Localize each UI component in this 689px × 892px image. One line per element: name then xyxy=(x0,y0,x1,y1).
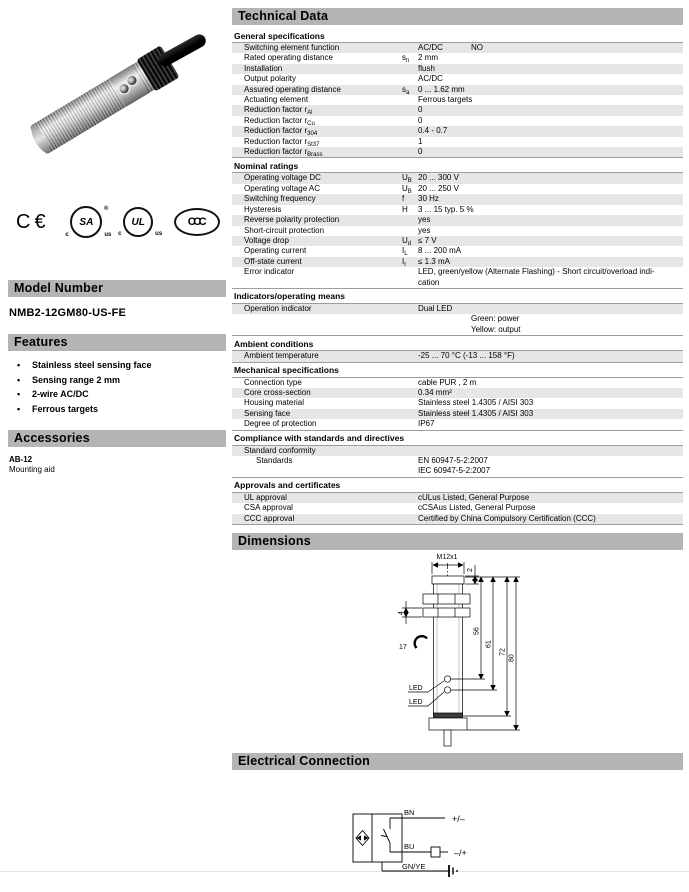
spec-symbol xyxy=(402,419,418,429)
spec-value: Green: power xyxy=(471,314,520,324)
spec-value: 1 xyxy=(418,136,423,146)
spec-label: Reduction factor $r_{Brass}$ xyxy=(244,147,323,159)
spec-value: Certified by China Compulsory Certification (CCC) xyxy=(418,513,596,523)
spec-label: Actuating element xyxy=(244,95,309,105)
spec-value: EN 60947-5-2:2007 IEC 60947-5-2:2007 xyxy=(418,456,491,476)
spec-label: Voltage drop xyxy=(244,235,289,245)
spec-row xyxy=(232,456,683,477)
spec-row xyxy=(232,246,683,256)
spec-value: AC/DC xyxy=(418,74,443,84)
spec-symbol xyxy=(402,314,418,324)
technical-data-header: Technical Data xyxy=(232,8,683,25)
spec-symbol xyxy=(402,126,418,136)
spec-value: 0.34 mm² xyxy=(418,387,452,397)
spec-label: Standard conformity xyxy=(244,445,316,455)
spec-value: ≤ 1.3 mA xyxy=(418,256,450,266)
spec-value: 30 Hz xyxy=(418,194,439,204)
wrench-size-label: 17 xyxy=(399,644,407,652)
spec-value: Dual LED xyxy=(418,303,453,313)
spec-label: UL approval xyxy=(244,492,287,502)
spec-row xyxy=(232,194,683,204)
sensor-tip xyxy=(28,124,53,155)
ul-logo: UL c us xyxy=(123,207,153,237)
spec-row xyxy=(232,205,683,215)
spec-label xyxy=(232,314,402,324)
spec-row xyxy=(232,325,683,335)
spec-row xyxy=(232,105,683,115)
left-column xyxy=(8,8,226,474)
terminal-minus-label: –/+ xyxy=(454,848,467,859)
spec-symbol xyxy=(402,105,418,115)
spec-value: Stainless steel 1.4305 / AISI 303 xyxy=(418,408,534,418)
spec-value: cCSAus Listed, General Purpose xyxy=(418,503,536,513)
spec-symbol xyxy=(402,64,418,74)
spec-section xyxy=(232,336,683,362)
spec-value: 0 ... 1.62 mm xyxy=(418,84,465,94)
spec-row xyxy=(232,95,683,105)
spec-label: Core cross-section xyxy=(244,387,311,397)
spec-value: yes xyxy=(418,215,431,225)
spec-value: -25 ... 70 °C (-13 ... 158 °F) xyxy=(418,351,515,361)
spec-symbol xyxy=(402,267,418,288)
spec-value: 3 ... 15 typ. 5 % xyxy=(418,204,474,214)
spec-symbol: f xyxy=(402,194,405,204)
spec-value: 0 xyxy=(418,115,423,125)
spec-value: ≤ 7 V xyxy=(418,235,437,245)
spec-symbol xyxy=(402,43,418,53)
spec-row xyxy=(232,215,683,225)
spec-row xyxy=(232,378,683,388)
spec-value xyxy=(418,446,683,456)
spec-label: CCC approval xyxy=(244,513,295,523)
features-list xyxy=(8,358,226,416)
sensor-led-window xyxy=(126,74,138,86)
spec-row xyxy=(232,388,683,398)
spec-label: Assured operating distance xyxy=(244,84,341,94)
spec-symbol xyxy=(402,398,418,408)
features-header: Features xyxy=(8,334,226,351)
spec-row xyxy=(232,184,683,194)
spec-row xyxy=(232,446,683,456)
spec-value: 8 ... 200 mA xyxy=(418,246,462,256)
spec-section xyxy=(232,28,683,158)
spec-symbol: $s_n$ xyxy=(402,53,410,65)
sensing-face-cap xyxy=(432,576,464,584)
spec-label: Operation indicator xyxy=(244,303,312,313)
spec-label: Switching frequency xyxy=(244,194,316,204)
spec-label: Switching element function xyxy=(244,43,340,52)
spec-value: IP67 xyxy=(418,419,435,429)
spec-row xyxy=(232,116,683,126)
wrench-icon xyxy=(415,636,427,648)
spec-symbol: $I_r$ xyxy=(402,256,407,268)
spec-row xyxy=(232,409,683,419)
spec-symbol xyxy=(402,304,418,314)
spec-label xyxy=(232,325,402,335)
feature-item: • Stainless steel sensing face xyxy=(17,360,152,370)
spec-row xyxy=(232,43,683,53)
dim-61-label: 61 xyxy=(485,640,493,649)
dimensions-header: Dimensions xyxy=(232,533,683,550)
spec-section xyxy=(232,363,683,431)
spec-row xyxy=(232,493,683,503)
led-label-2: LED xyxy=(409,699,423,707)
dim-4-label: 4 xyxy=(398,611,405,616)
gnye-wire-label: GN/YE xyxy=(402,862,426,872)
bn-wire-label: BN xyxy=(404,808,415,818)
spec-symbol xyxy=(402,325,418,335)
spec-label: Off-state current xyxy=(244,256,302,266)
spec-row xyxy=(232,398,683,408)
feature-item: • Sensing range 2 mm xyxy=(17,374,121,385)
spec-section xyxy=(232,158,683,288)
spec-value: 0.4 - 0.7 xyxy=(418,126,448,136)
spec-row xyxy=(232,304,683,314)
cable-stub xyxy=(444,730,451,746)
spec-row xyxy=(232,137,683,147)
spec-label: Degree of protection xyxy=(244,419,317,429)
spec-label: Reduction factor $r_{Al}$ xyxy=(244,105,313,117)
spec-section-title: Indicators/operating means xyxy=(232,289,683,304)
spec-label: Operating voltage AC xyxy=(244,183,321,193)
spec-symbol xyxy=(402,226,418,236)
spec-value: Ferrous targets xyxy=(418,95,473,105)
spec-symbol xyxy=(402,147,418,157)
spec-label: Reduction factor $r_{304}$ xyxy=(244,126,318,138)
spec-symbol: $U_B$ xyxy=(402,173,412,185)
spec-section-title: Nominal ratings xyxy=(232,158,683,173)
spec-value: 20 ... 250 V xyxy=(418,183,459,193)
spec-row xyxy=(232,351,683,361)
spec-label: Sensing face xyxy=(244,408,291,418)
spec-label: Rated operating distance xyxy=(244,53,333,63)
spec-symbol: H xyxy=(402,204,408,214)
spec-value: Stainless steel 1.4305 / AISI 303 xyxy=(418,398,534,408)
spec-section xyxy=(232,289,683,336)
spec-row xyxy=(232,503,683,513)
dim-72-label: 72 xyxy=(499,648,507,657)
bu-wire-label: BU xyxy=(404,842,415,852)
hex-nut xyxy=(423,608,470,617)
spec-section-title: Mechanical specifications xyxy=(232,363,683,378)
cable-gland-outline xyxy=(429,718,467,730)
spec-label: Housing material xyxy=(244,398,305,408)
spec-row xyxy=(232,53,683,63)
spec-label: Operating voltage DC xyxy=(244,173,321,183)
spec-symbol xyxy=(402,409,418,419)
spec-label: Short-circuit protection xyxy=(244,225,325,235)
spec-symbol: $U_d$ xyxy=(402,235,412,247)
certification-logos xyxy=(16,205,220,239)
spec-symbol xyxy=(402,215,418,225)
spec-symbol xyxy=(402,116,418,126)
spec-symbol xyxy=(402,351,418,361)
led-indicator-circle xyxy=(444,676,450,682)
dim-2-label: 2 xyxy=(467,568,474,573)
spec-symbol xyxy=(402,456,418,477)
spec-label: Ambient temperature xyxy=(244,351,319,361)
spec-row xyxy=(232,236,683,246)
feature-item: • Ferrous targets xyxy=(17,403,99,414)
spec-row xyxy=(232,64,683,74)
accessory-name: AB-12 xyxy=(9,455,33,464)
spec-row xyxy=(232,147,683,157)
spec-value: 20 ... 300 V xyxy=(418,173,459,183)
spec-label: Standards xyxy=(256,456,293,465)
terminal-plus-label: +/– xyxy=(452,814,465,825)
spec-symbol xyxy=(402,388,418,398)
spec-section-title: Approvals and certificates xyxy=(232,478,683,493)
electrical-connection-header: Electrical Connection xyxy=(232,753,683,770)
spec-symbol xyxy=(402,74,418,84)
spec-label: Hysteresis xyxy=(244,204,282,214)
spec-row xyxy=(232,173,683,183)
thread-label: M12x1 xyxy=(436,554,458,562)
spec-value: Yellow: output xyxy=(471,324,521,334)
spec-value: 2 mm xyxy=(418,53,438,63)
spec-label: Operating current xyxy=(244,246,307,256)
right-column xyxy=(232,8,683,892)
spec-row xyxy=(232,126,683,136)
body-end-band xyxy=(434,713,463,718)
spec-label: Reduction factor $r_{St37}$ xyxy=(244,136,320,148)
spec-label: Reduction factor $r_{Cu}$ xyxy=(244,115,315,127)
spec-symbol xyxy=(402,493,418,503)
spec-section xyxy=(232,478,683,525)
accessory-description: Mounting aid xyxy=(9,465,55,474)
ccc-logo: CCC xyxy=(174,208,220,236)
spec-symbol xyxy=(402,378,418,388)
spec-value: 0 xyxy=(418,105,423,115)
spec-symbol xyxy=(402,503,418,513)
spec-value: cable PUR , 2 m xyxy=(418,377,477,387)
dimensions-figure xyxy=(232,551,683,747)
spec-row xyxy=(232,257,683,267)
hex-nut xyxy=(423,594,470,604)
spec-symbol xyxy=(402,446,418,456)
spec-row xyxy=(232,419,683,429)
spec-value: LED, green/yellow (Alternate Flashing) - Short circuit/overload indi- cation xyxy=(418,267,655,287)
led-indicator-circle xyxy=(444,687,450,693)
spec-symbol xyxy=(402,95,418,105)
load-symbol xyxy=(431,847,440,857)
spec-section-title: Compliance with standards and directives xyxy=(232,431,683,446)
model-number-value: NMB2-12GM80-US-FE xyxy=(9,307,127,319)
csa-logo: SA c us ® xyxy=(65,206,112,238)
spec-symbol: $I_L$ xyxy=(402,246,408,258)
spec-row xyxy=(232,226,683,236)
sensor-image xyxy=(30,48,177,155)
accessories-header: Accessories xyxy=(8,430,226,447)
spec-value: flush xyxy=(418,63,435,73)
spec-label: Reverse polarity protection xyxy=(244,215,340,225)
spec-label: Installation xyxy=(244,63,283,73)
spec-label: Connection type xyxy=(244,377,302,387)
spec-row xyxy=(232,74,683,84)
feature-item: • 2-wire AC/DC xyxy=(17,389,89,399)
spec-label: Output polarity xyxy=(244,74,297,84)
spec-row xyxy=(232,85,683,95)
product-photo xyxy=(8,8,226,158)
spec-value: yes xyxy=(418,225,431,235)
ce-logo: C€ xyxy=(16,210,50,233)
model-number-header: Model Number xyxy=(8,280,226,297)
spec-symbol xyxy=(402,514,418,524)
spec-section-title: General specifications xyxy=(232,28,683,43)
spec-section xyxy=(232,431,683,478)
spec-row xyxy=(232,314,683,324)
spec-section-title: Ambient conditions xyxy=(232,336,683,351)
spec-row xyxy=(232,267,683,288)
spec-symbol: $s_a$ xyxy=(402,84,410,96)
spec-value: 0 xyxy=(418,147,423,157)
spec-value: cULus Listed, General Purpose xyxy=(418,492,530,502)
spec-value: AC/DC NO xyxy=(418,43,483,52)
spec-symbol xyxy=(402,137,418,147)
dim-56-label: 56 xyxy=(473,627,481,636)
technical-data-table xyxy=(232,28,683,525)
spec-label: CSA approval xyxy=(244,503,293,513)
spec-symbol: $U_B$ xyxy=(402,183,412,195)
led-label-1: LED xyxy=(409,685,423,693)
spec-row xyxy=(232,514,683,524)
dim-80-label: 80 xyxy=(508,654,516,663)
electrical-connection-figure xyxy=(232,784,683,892)
spec-label: Error indicator xyxy=(244,267,295,277)
